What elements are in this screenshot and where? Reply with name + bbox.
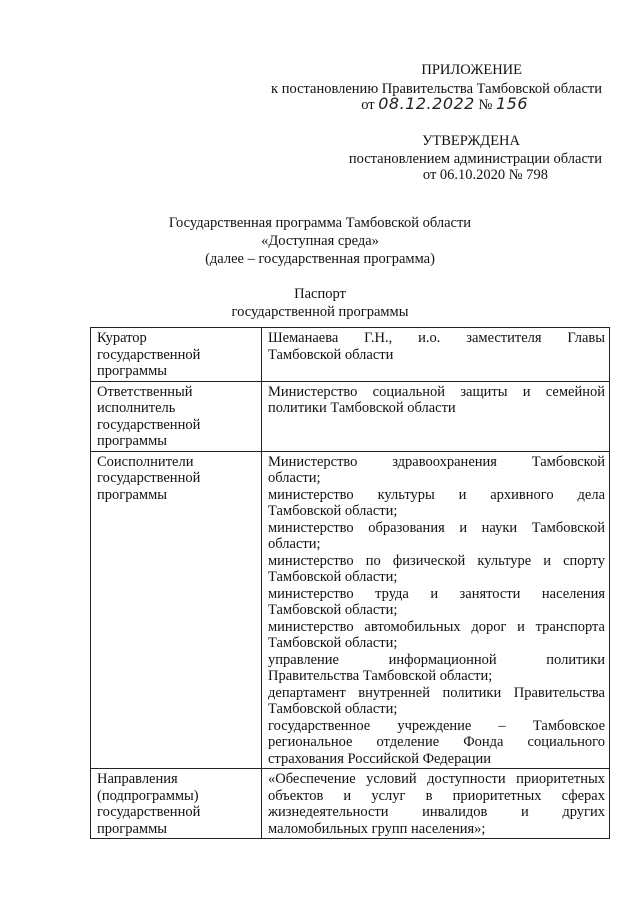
- row-value-line: Правительства Тамбовской области;: [268, 668, 493, 684]
- row-value-line: Тамбовской области;: [268, 602, 398, 618]
- row-label-line: Направления: [97, 771, 178, 787]
- row-value-line: Тамбовской области;: [268, 635, 398, 651]
- row-label-line: программы: [97, 486, 167, 503]
- appendix-number-handwritten: 156: [495, 94, 528, 113]
- table-row: [91, 328, 610, 382]
- approved-heading-text: УТВЕРЖДЕНА: [422, 133, 520, 149]
- row-value-line: объектов и услуг в приоритетных сферах: [268, 787, 605, 804]
- row-value-line: министерство образования и науки Тамбовской: [268, 519, 605, 536]
- passport-subtitle: государственной программы: [231, 304, 409, 320]
- approved-from-line: [423, 167, 548, 184]
- approved-by-line: [349, 151, 602, 168]
- appendix-heading-text: ПРИЛОЖЕНИЕ: [421, 62, 522, 78]
- row-value-line: Шеманаева Г.Н., и.о. заместителя Главы: [268, 330, 605, 346]
- row-value-line: Министерство социальной защиты и семейной: [268, 383, 605, 400]
- row-value-line: государственное учреждение – Тамбовское: [268, 717, 605, 734]
- row-value-line: жизнедеятельности инвалидов и других: [268, 804, 605, 820]
- program-title: Государственная программа Тамбовской области: [168, 215, 472, 231]
- approved-heading: [422, 133, 520, 150]
- row-value-line: политики Тамбовской области: [268, 400, 456, 416]
- row-value-line: области;: [268, 536, 321, 552]
- row-label-line: государственной: [97, 346, 201, 363]
- row-value-line: маломобильных групп населения»;: [268, 820, 486, 837]
- row-value-line: Министерство здравоохранения Тамбовской: [268, 453, 605, 470]
- appendix-heading: [421, 62, 522, 79]
- row-label-line: исполнитель: [97, 400, 176, 416]
- program-name: «Доступная среда»: [261, 233, 379, 249]
- appendix-to-text: к постановлению Правительства Тамбовской области: [271, 81, 602, 97]
- row-label-line: (подпрограммы): [97, 787, 199, 804]
- row-label-cell: [91, 328, 262, 382]
- row-label-line: государственной: [97, 804, 201, 820]
- row-value-line: министерство по физической культуре и спорту: [268, 552, 605, 569]
- table-row: [91, 381, 610, 451]
- table-row: [91, 451, 610, 769]
- program-note: (далее – государственная программа): [205, 251, 435, 267]
- row-label-line: государственной: [97, 416, 201, 433]
- row-value-line: управление информационной политики: [268, 651, 605, 668]
- row-value-line: Тамбовской области;: [268, 503, 398, 519]
- row-value-line: Тамбовской области: [268, 346, 394, 363]
- row-label-cell: [91, 451, 262, 769]
- row-label-line: Соисполнители: [97, 453, 194, 470]
- passport-title: Паспорт: [294, 286, 346, 302]
- row-value-cell: [262, 328, 610, 382]
- row-value-cell: [262, 381, 610, 451]
- row-value-line: области;: [268, 470, 321, 486]
- row-label-cell: [91, 381, 262, 451]
- approved-from-text: от 06.10.2020 № 798: [422, 167, 548, 183]
- row-label-line: программы: [97, 363, 167, 379]
- row-value-line: Тамбовской области;: [268, 701, 398, 717]
- row-value-line: министерство автомобильных дорог и транспорта: [268, 618, 605, 635]
- row-value-line: министерство труда и занятости населения: [268, 585, 605, 602]
- row-value-line: министерство культуры и архивного дела: [268, 486, 605, 503]
- row-label-line: государственной: [97, 470, 201, 486]
- appendix-from-prefix: от: [361, 97, 375, 113]
- table-row: [91, 769, 610, 839]
- appendix-date-handwritten: 08.12.2022: [378, 94, 475, 113]
- row-value-cell: [262, 451, 610, 769]
- row-value-line: Тамбовской области;: [268, 569, 398, 585]
- row-value-line: региональное отделение Фонда социального: [268, 734, 605, 750]
- row-label-line: программы: [97, 820, 167, 837]
- row-label-cell: [91, 769, 262, 839]
- appendix-number-prefix: №: [478, 97, 493, 113]
- row-value-line: департамент внутренней политики Правительства: [268, 684, 605, 701]
- appendix-from-line: [361, 96, 528, 114]
- approved-by-text: постановлением администрации области: [348, 151, 602, 167]
- row-value-line: «Обеспечение условий доступности приоритетных: [268, 771, 605, 787]
- row-value-cell: [262, 769, 610, 839]
- row-label-line: программы: [97, 433, 167, 449]
- row-label-line: Куратор: [97, 330, 147, 346]
- row-label-line: Ответственный: [97, 383, 193, 400]
- passport-table: [90, 327, 610, 839]
- row-value-line: страхования Российской Федерации: [268, 750, 492, 767]
